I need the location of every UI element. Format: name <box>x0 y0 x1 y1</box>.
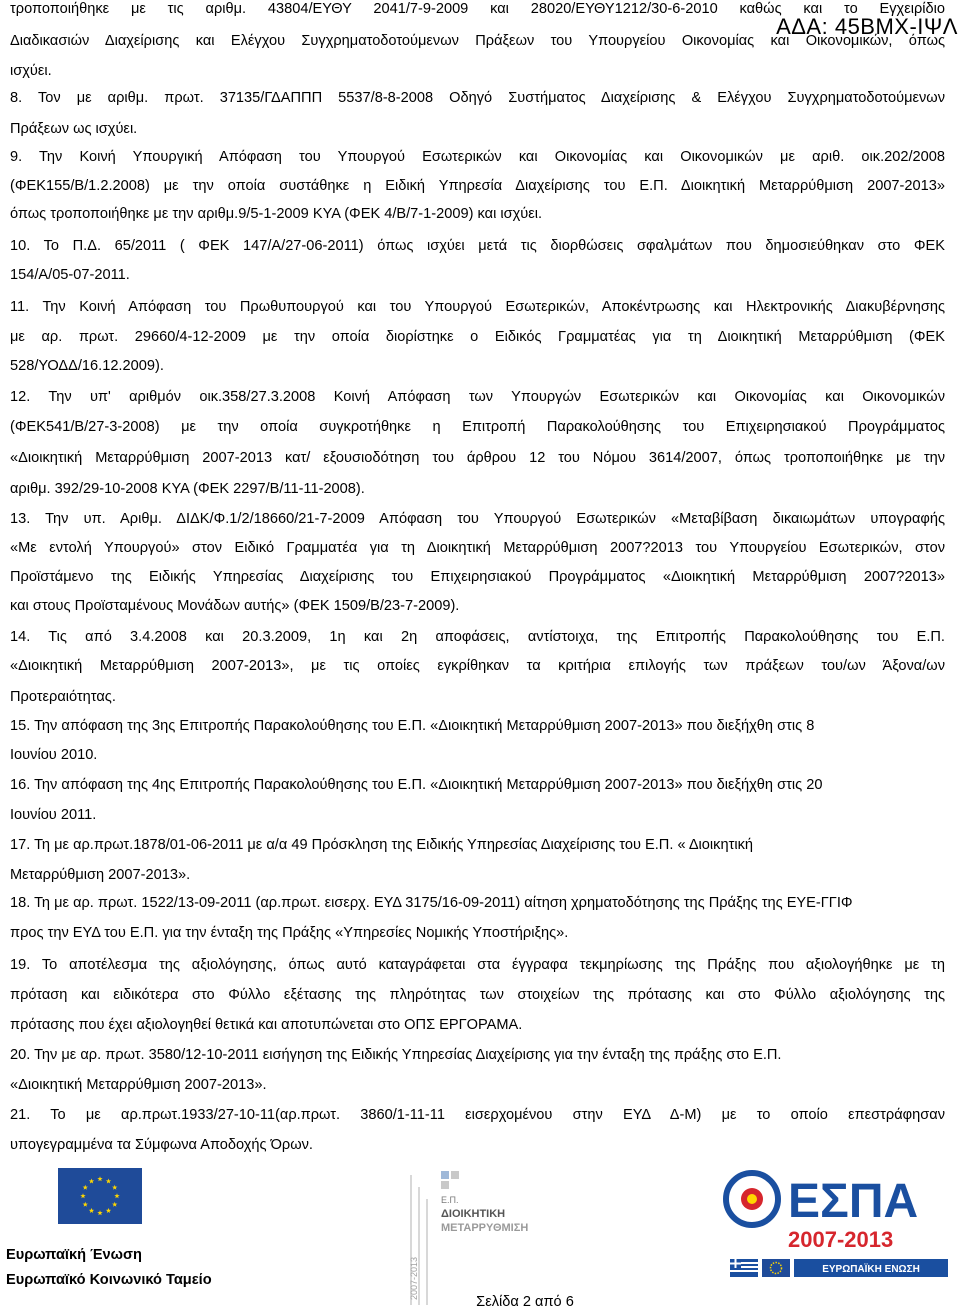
ep-logo-text: ΜΕΤΑΡΡΥΘΜΙΣΗ <box>441 1222 529 1234</box>
body-line: 10. Το Π.Δ. 65/2011 ( ΦΕΚ 147/Α/27-06-2011) όπως ισχύει μετά τις διορθώσεις σφαλμάτων που δημοσιεύθηκαν στο ΦΕΚ <box>10 238 945 254</box>
body-line: 14. Τις από 3.4.2008 και 20.3.2009, 1η και 2η αποφάσεις, αντίστοιχα, της Επιτροπής Παρακολούθησης του Ε.Π. <box>10 629 945 645</box>
body-line: πρότασης που έχει αξιολογηθεί θετικά και αποτυπώνεται στο ΟΠΣ ΕΡΓΟΡΑΜΑ. <box>10 1017 523 1033</box>
body-line: Προϊστάμενο της Ειδικής Υπηρεσίας Διαχείρισης του Επιχειρησιακού Προγράμματος «Διοικητική Μεταρρύθμιση 2007?2013» <box>10 569 945 585</box>
body-line: Ιουνίου 2010. <box>10 747 98 763</box>
body-line: 18. Τη με αρ. πρωτ. 1522/13-09-2011 (αρ.πρωτ. εισερχ. ΕΥΔ 3175/16-09-2011) αίτηση χρηματοδότησης της Πράξης της ΕΥΕ-ΓΓΙΦ <box>10 895 853 911</box>
ep-logo-text: Ε.Π. <box>441 1195 459 1205</box>
body-line: ισχύει. <box>10 63 52 79</box>
body-line: και στους Προϊσταμένους Μονάδων αυτής» (ΦΕΚ 1509/Β/23-7-2009). <box>10 598 460 614</box>
ep-logo-text: 2007-2013 <box>409 1256 419 1300</box>
body-line: 19. Το αποτέλεσμα της αξιολόγησης, όπως αυτό καταγράφεται στα έγγραφα τεκμηρίωσης της Πράξης που αξιολογήθηκε με τη <box>10 957 945 973</box>
ep-logo-text: ΔΙΟΙΚΗΤΙΚΗ <box>441 1208 506 1220</box>
body-line: με αρ. πρωτ. 29660/4-12-2009 με την οποία διορίστηκε ο Ειδικός Γραμματέας για τη Διοικητική Μεταρρύθμιση (ΦΕΚ <box>10 329 945 345</box>
body-line: Μεταρρύθμιση 2007-2013». <box>10 867 191 883</box>
body-line: τροποποιήθηκε με τις αριθμ. 43804/ΕΥΘΥ 2041/7-9-2009 και 28020/ΕΥΘΥ1212/30-6-2010 καθώς και το Εγχειρίδιο <box>10 1 945 17</box>
body-line: 21. Το με αρ.πρωτ.1933/27-10-11(αρ.πρωτ. 3860/1-11-11 εισερχομένου στην ΕΥΔ Δ-Μ) με το οποίο επεστράφησαν <box>10 1107 945 1123</box>
body-line: όπως τροποποιήθηκε με την αριθμ.9/5-1-2009 ΚΥΑ (ΦΕΚ 4/Β/7-1-2009) και ισχύει. <box>10 206 543 222</box>
body-line: (ΦΕΚ155/Β/1.2.2008) με την οποία συστάθηκε η Ειδική Υπηρεσία Διαχείρισης του Ε.Π. Διοικητική Μεταρρύθμιση 2007-2013» <box>10 178 945 194</box>
body-line: πρόταση και ειδικότερα στο Φύλλο εξέτασης της πληρότητας των στοιχείων της πρότασης και στο Φύλλο αξιολόγησης της <box>10 987 945 1003</box>
body-line: υπογεγραμμένα τα Σύμφωνα Αποδοχής Όρων. <box>10 1137 313 1153</box>
body-line: 15. Την απόφαση της 3ης Επιτροπής Παρακολούθησης του Ε.Π. «Διοικητική Μεταρρύθμιση 2007-2013» που διεξήχθη στις 8 <box>10 718 815 734</box>
greek-flag-icon <box>730 1259 758 1277</box>
espa-logo <box>722 1165 950 1283</box>
body-line: 528/ΥΟΔΔ/16.12.2009). <box>10 358 164 374</box>
ada-code: ΑΔΑ: 45ΒΜΧ-ΙΨΛ <box>776 14 958 39</box>
body-line: 11. Την Κοινή Απόφαση του Πρωθυπουργού και του Υπουργού Εσωτερικών, Αποκέντρωσης και Ηλεκτρονικής Διακυβέρνησης <box>10 299 945 315</box>
body-line: 8. Τον με αριθμ. πρωτ. 37135/ΓΔΑΠΠΠ 5537/8-8-2008 Οδηγό Συστήματος Διαχείρισης & Ελέγχου Συγχρηματοδοτούμενων <box>10 90 945 106</box>
body-line: αριθμ. 392/29-10-2008 ΚΥΑ (ΦΕΚ 2297/Β/11-11-2008). <box>10 481 365 497</box>
eu-label-union: Ευρωπαϊκή Ένωση <box>6 1247 142 1263</box>
body-line: (ΦΕΚ541/Β/27-3-2008) με την οποία συγκροτήθηκε η Επιτροπή Παρακολούθησης του Επιχειρησιακού Προγράμματος <box>10 419 945 435</box>
body-line: 20. Την με αρ. πρωτ. 3580/12-10-2011 εισήγηση της Ειδικής Υπηρεσίας Διαχείρισης για την ένταξη της πράξης στο Ε.Π. <box>10 1047 782 1063</box>
espa-logo-text: ΕΥΡΩΠΑΪΚΗ ΕΝΩΣΗ <box>822 1264 920 1275</box>
body-line: 154/Α/05-07-2011. <box>10 267 130 283</box>
body-line: 16. Την απόφαση της 4ης Επιτροπής Παρακολούθησης του Ε.Π. «Διοικητική Μεταρρύθμιση 2007-2013» που διεξήχθη στις 20 <box>10 777 823 793</box>
body-line: «Διοικητική Μεταρρύθμιση 2007-2013». <box>10 1077 267 1093</box>
body-line: 17. Τη με αρ.πρωτ.1878/01-06-2011 με α/α 49 Πρόσκληση της Ειδικής Υπηρεσίας Διαχείρισης του Ε.Π. « Διοικητική <box>10 837 753 853</box>
body-line: «Διοικητική Μεταρρύθμιση 2007-2013», με τις οποίες εγκρίθηκαν τα κριτήρια επιλογής των πράξεων του/ων Άξονα/ων <box>10 658 945 674</box>
body-line: 12. Την υπ' αριθμόν οικ.358/27.3.2008 Κοινή Απόφαση των Υπουργών Εσωτερικών και Οικονομίας και Οικονομικών <box>10 389 945 405</box>
page-number: Σελίδα 2 από 6 <box>476 1294 574 1310</box>
body-line: «Με εντολή Υπουργού» στον Ειδικό Γραμματέα για τη Διοικητική Μεταρρύθμιση 2007?2013 του Υπουργείου Εσωτερικών, στον <box>10 540 945 556</box>
espa-logo-text: 2007-2013 <box>788 1227 894 1252</box>
body-line: Προτεραιότητας. <box>10 689 116 705</box>
body-line: 13. Την υπ. Αριθμ. ΔΙΔΚ/Φ.1/2/18660/21-7-2009 Απόφαση του Υπουργού Εσωτερικών «Μεταβίβαση δικαιωμάτων υπογραφής <box>10 511 945 527</box>
ep-dioikitiki-logo <box>405 1165 565 1310</box>
body-line: Διαδικασιών Διαχείρισης και Ελέγχου Συγχρηματοδοτούμενων Πράξεων του Υπουργείου Οικονομίας και Οικονομικών, όπως <box>10 33 945 49</box>
body-line: 9. Την Κοινή Υπουργική Απόφαση του Υπουργού Εσωτερικών και Οικονομίας και Οικονομικών με αριθ. οικ.202/2008 <box>10 149 945 165</box>
eu-label-social-fund: Ευρωπαϊκό Κοινωνικό Ταμείο <box>6 1272 212 1288</box>
body-line: Ιουνίου 2011. <box>10 807 97 823</box>
body-line: «Διοικητική Μεταρρύθμιση 2007-2013 κατ/ εξουσιοδότηση του άρθρου 12 του Νόμου 3614/2007, όπως τροποποιήθηκε με την <box>10 450 945 466</box>
body-line: Πράξεων ως ισχύει. <box>10 121 138 137</box>
eu-small-flag-icon <box>762 1259 790 1277</box>
eu-flag-logo <box>58 1168 142 1224</box>
body-line: προς την ΕΥΔ του Ε.Π. για την ένταξη της Πράξης «Υπηρεσίες Νομικής Υποστήριξης». <box>10 925 569 941</box>
espa-logo-text: ΕΣΠΑ <box>788 1175 919 1228</box>
